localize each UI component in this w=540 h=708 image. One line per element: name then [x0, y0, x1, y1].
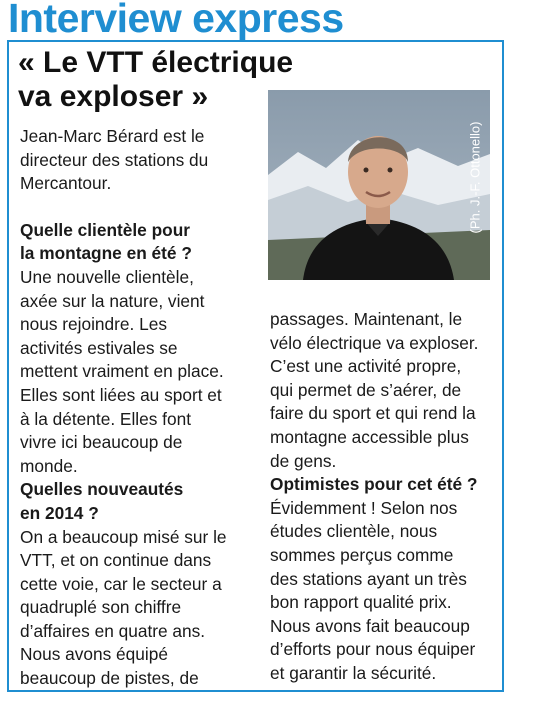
right-column [270, 308, 502, 686]
portrait-photo [268, 90, 490, 280]
answer-2: On a beaucoup misé sur le VTT, et on continue dans cette voie, car le secteur a quadruplé son chiffre d’affaires en quatre ans. Nous avons équipé beaucoup de pistes, de [20, 526, 227, 689]
portrait-illustration [268, 90, 490, 280]
answer-2-continued: passages. Maintenant, le vélo électrique va exploser. C’est une activité propre, qui permet de s’aérer, de faire du sport et qui rend la montagne accessible plus de gens. [270, 309, 479, 471]
answer-1: Une nouvelle clientèle, axée sur la nature, vient nous rejoindre. Les activités estivales se mettent vraiment en place. Elles sont liées au sport et à la détente. Elles font vivre ici beaucoup de monde. [20, 266, 224, 476]
photo-credit: (Ph. J.-F. Ottonello) [467, 121, 483, 234]
question-2: Quelles nouveautés en 2014 ? [20, 479, 184, 523]
question-1: Quelle clientèle pour la montagne en été ? [20, 219, 192, 264]
answer-3: Évidemment ! Selon nos études clientèle, nous sommes perçus comme des stations ayant un très bon rapport qualité prix. Nous avons fait beaucoup d’efforts pour nous équiper et garantir la sécurité. [270, 497, 476, 683]
left-column [20, 125, 260, 691]
headline-line-2: va exploser » [18, 80, 209, 113]
headline-line-1: « Le VTT électrique [18, 46, 294, 79]
intro-paragraph: Jean-Marc Bérard est le directeur des stations du Mercantour. [20, 126, 209, 194]
section-title: Interview express [8, 0, 344, 41]
question-3: Optimistes pour cet été ? [270, 474, 478, 495]
